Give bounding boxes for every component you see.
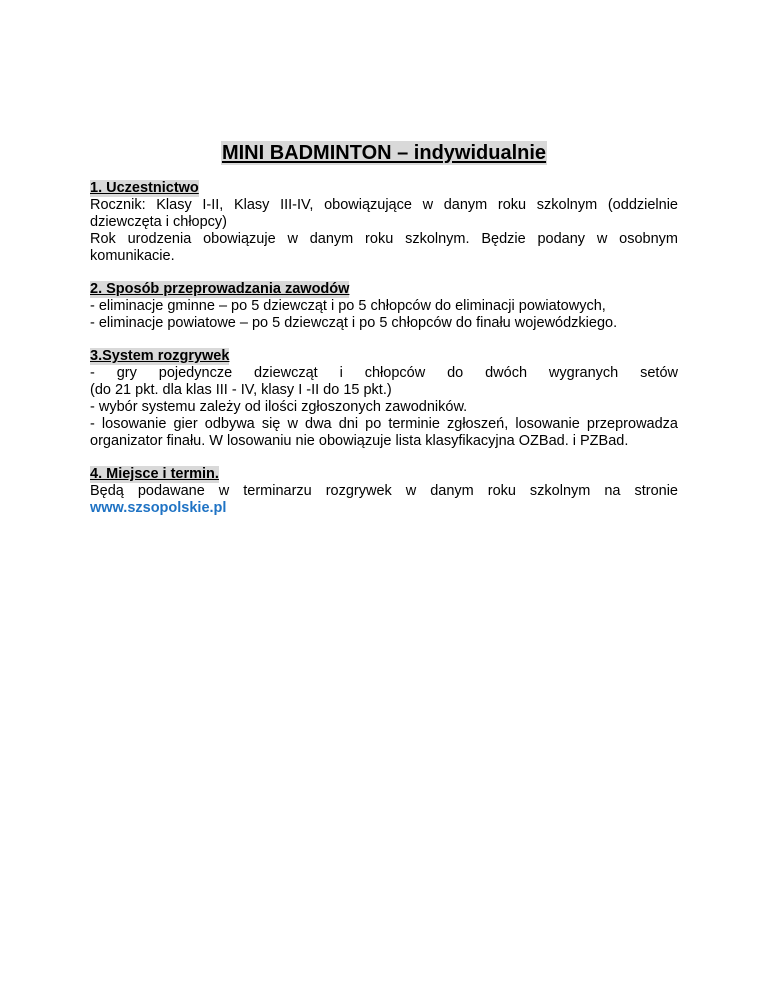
section-sposob (90, 281, 678, 332)
paragraph: - wybór systemu zależy od ilości zgłoszonych zawodników. (90, 399, 468, 415)
section-heading: 3.System rozgrywek (90, 348, 230, 364)
paragraph: - eliminacje powiatowe – po 5 dziewcząt i po 5 chłopców do finału wojewódzkiego. (90, 315, 618, 331)
website-link[interactable]: www.szsopolskie.pl (90, 500, 227, 516)
section-uczestnictwo (90, 180, 678, 265)
title-wrapper (0, 141, 768, 165)
paragraph: Będą podawane w terminarzu rozgrywek w danym roku szkolnym na stronie (90, 483, 678, 499)
paragraph: (do 21 pkt. dla klas III - IV, klasy I -II do 15 pkt.) (90, 382, 392, 398)
section-system (90, 348, 678, 450)
paragraph: - losowanie gier odbywa się w dwa dni po terminie zgłoszeń, losowanie przeprowadza organizator finału. W losowaniu nie obowiązuje lista klasyfikacyjna OZBad. i PZBad. (90, 416, 678, 449)
section-heading: 1. Uczestnictwo (90, 180, 199, 196)
section-heading: 2. Sposób przeprowadzania zawodów (90, 281, 350, 297)
paragraph: - eliminacje gminne – po 5 dziewcząt i po 5 chłopców do eliminacji powiatowych, (90, 298, 606, 314)
section-miejsce (90, 466, 678, 517)
paragraph: - gry pojedyncze dziewcząt i chłopców do dwóch wygranych setów (90, 365, 678, 381)
paragraph: Rok urodzenia obowiązuje w danym roku szkolnym. Będzie podany w osobnym komunikacie. (90, 231, 678, 264)
paragraph: Rocznik: Klasy I-II, Klasy III-IV, obowiązujące w danym roku szkolnym (oddzielnie dziewczęta i chłopcy) (90, 197, 678, 230)
section-heading: 4. Miejsce i termin. (90, 466, 219, 482)
document-title: MINI BADMINTON – indywidualnie (221, 142, 547, 164)
document-body (90, 180, 678, 533)
